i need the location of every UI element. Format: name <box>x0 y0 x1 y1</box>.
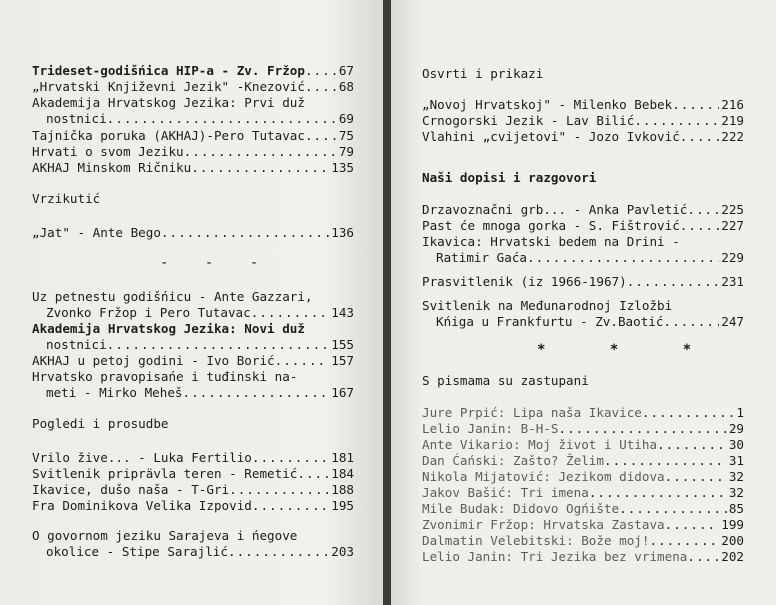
toc-entry: Prasvitlenik (iz 1966-1967) ..... 231 <box>422 274 744 290</box>
toc-entry: Vrilo žive... - Luka Fertilio ..... 181 <box>32 450 354 466</box>
toc-entry: Ikavica: Hrvatski bedem na Drini - Ratimir Gaća ..... 229 <box>422 234 744 265</box>
section-heading: Osvrti i prikazi <box>422 66 544 81</box>
toc-entry: AKHAJ u petoj godini - Ivo Borić ..... 157 <box>32 353 354 369</box>
section-heading: Pogledi i prosudbe <box>32 416 169 431</box>
toc-entry: Zvonimir Fržop: Hrvatska Zastava ..... 199 <box>422 517 744 533</box>
book-gutter <box>383 0 391 605</box>
toc-entry: Jakov Bašić: Tri imena ..... 32 <box>422 485 744 501</box>
toc-entry: „Jat" - Ante Bego ..... 136 <box>32 225 354 241</box>
toc-entry: Akademija Hrvatskog Jezika: Novi duž nostnici ..... 155 <box>32 321 354 352</box>
toc-entry: Svitlenik na Međunarodnoj Izložbi Kńiga u Frankfurtu - Zv.Baotić ..... 247 <box>422 298 744 329</box>
left-page <box>0 0 383 605</box>
toc-entry: O govornom jeziku Sarajeva i ńegove okolice - Stipe Sarajlić ..... 203 <box>32 528 354 559</box>
toc-entry: Lelio Janin: Tri Jezika bez vrimena ..... 202 <box>422 549 744 565</box>
toc-entry: Dan Ćański: Zašto? Želim ..... 31 <box>422 453 744 469</box>
toc-entry: Mile Budak: Didovo Ogńište ..... 85 <box>422 501 744 517</box>
toc-entry: „Novoj Hrvatskoj" - Milenko Bebek ..... 216 <box>422 97 744 113</box>
separator: - - - <box>160 255 273 271</box>
toc-entry: Past će mnoga gorka - S. Fištrović ..... 227 <box>422 218 744 234</box>
toc-entry: „Hrvatski Književni Jezik" -Knezović ..... 68 <box>32 79 354 95</box>
toc-entry: Drzavoznačni grb... - Anka Pavletić ..... 225 <box>422 202 744 218</box>
toc-entry: Hrvatsko pravopisańe i tuđinski na- meti - Mirko Meheš ..... 167 <box>32 369 354 400</box>
separator-stars: * * * <box>537 342 720 358</box>
toc-entry: Lelio Janin: B-H-S ..... 29 <box>422 421 744 437</box>
section-heading: Naši dopisi i razgovori <box>422 170 597 185</box>
toc-entry: Ikavice, dušo naša - T-Gri ..... 188 <box>32 482 354 498</box>
toc-entry: Fra Dominikova Velika Izpovid ..... 195 <box>32 498 354 514</box>
toc-entry: Hrvati o svom Jeziku ..... 79 <box>32 144 354 160</box>
section-heading: S pismama su zastupani <box>422 373 589 388</box>
toc-entry: Crnogorski Jezik - Lav Bilić ..... 219 <box>422 113 744 129</box>
toc-entry: Tajnička poruka (AKHAJ)-Pero Tutavac ..... 75 <box>32 128 354 144</box>
toc-entry: Akademija Hrvatskog Jezika: Prvi duž nostnici ..... 69 <box>32 95 354 126</box>
toc-entry: AKHAJ Minskom Ričniku ..... 135 <box>32 160 354 176</box>
toc-entry: Dalmatin Velebitski: Bože moj! ..... 200 <box>422 533 744 549</box>
toc-entry: Nikola Mijatović: Jezikom didova ..... 32 <box>422 469 744 485</box>
toc-entry: Svitlenik priprävla teren - Remetić ..... 184 <box>32 466 354 482</box>
toc-entry: Jure Prpić: Lipa naša Ikavice ..... 1 <box>422 405 744 421</box>
section-heading: Vrzikutić <box>32 191 101 206</box>
toc-entry: Trideset-godišńica HIP-a - Zv. Fržop ..... 67 <box>32 63 354 79</box>
toc-entry: Vlahini „cvijetovi" - Jozo Ivković ..... 222 <box>422 129 744 145</box>
toc-entry: Ante Vikario: Moj život i Utiha ..... 30 <box>422 437 744 453</box>
toc-entry: Uz petnestu godišńicu - Ante Gazzari, Zvonko Fržop i Pero Tutavac ..... 143 <box>32 289 354 320</box>
right-page <box>391 0 776 605</box>
